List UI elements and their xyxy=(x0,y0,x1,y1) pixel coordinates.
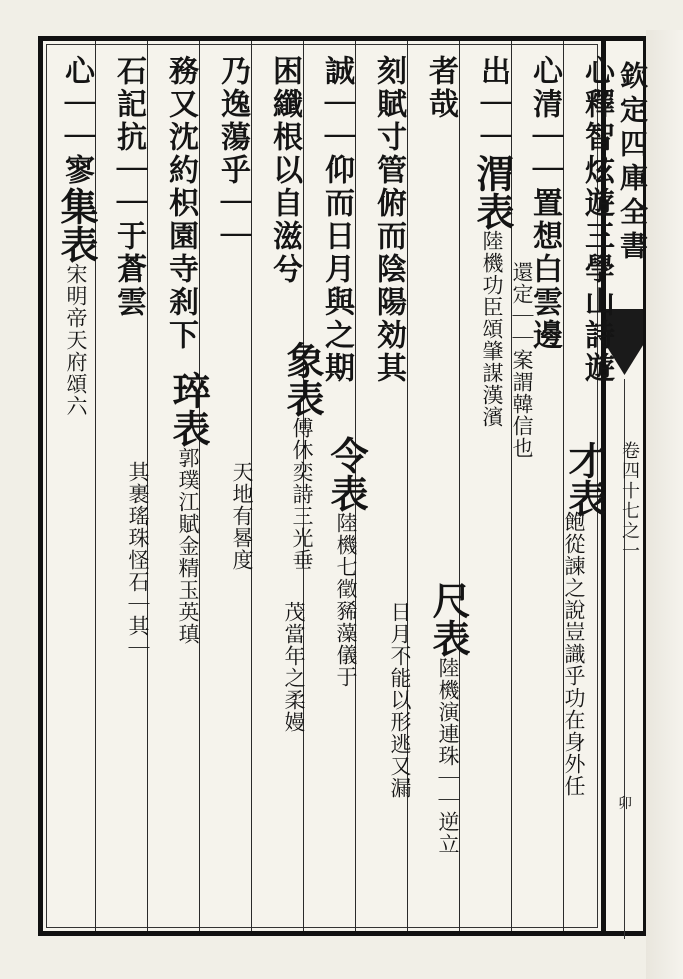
text-column xyxy=(219,461,265,571)
annotation: 陸機七徵豨藻儀于 xyxy=(334,512,358,688)
column-text: 心｜｜寥 xyxy=(59,55,94,187)
column-text: 出｜｜ xyxy=(475,55,510,154)
margin-mark: 卯 xyxy=(618,796,632,812)
column-text: 務又沈約枳園寺刹下 xyxy=(163,55,198,352)
annotation: 陸機功臣頌肇謀漢濱 xyxy=(480,230,504,428)
column-text: 困纖根以自滋兮 xyxy=(267,55,302,286)
text-column xyxy=(323,436,369,688)
column-text: 刻賦寸管俯而陰陽効其 xyxy=(371,55,406,385)
text-column xyxy=(529,501,575,526)
text-column xyxy=(365,55,411,385)
annotation: 飽從諫之說豈識乎功在身外任 xyxy=(562,511,586,797)
column-text: 誠｜｜仰而日月與之期 xyxy=(319,55,354,385)
volume-label: 卷四十七之一 xyxy=(619,441,640,561)
column-text: 乃逸蕩乎｜｜ xyxy=(215,55,250,253)
entry-heading: 令表 xyxy=(324,436,369,512)
text-column xyxy=(313,55,359,385)
text-column xyxy=(573,55,619,385)
entry-heading: 才表 xyxy=(562,441,607,517)
text-column xyxy=(499,261,545,459)
entry-heading: 集表 xyxy=(54,187,99,263)
column-text: 者哉 xyxy=(423,55,458,121)
text-column xyxy=(279,341,325,571)
column-text: 心釋智炫遊三學山詩遊 xyxy=(579,55,614,385)
text-column xyxy=(165,371,211,645)
text-column xyxy=(377,601,423,799)
text-column xyxy=(209,55,255,253)
annotation: 宋明帝天府頌六 xyxy=(64,263,88,417)
book-title: 欽定四庫全書 xyxy=(616,61,649,265)
annotation: 傅休奕詩三光垂 xyxy=(290,417,314,571)
text-column xyxy=(105,55,151,319)
entry-heading: 琗表 xyxy=(166,371,211,447)
entry-heading: 尺表 xyxy=(426,581,471,657)
column-text: 心清｜｜置想白雲邊 xyxy=(527,55,562,352)
text-column xyxy=(417,55,463,121)
annotation: 其裹瑤珠怪石｜其｜ xyxy=(126,461,150,659)
text-block-frame xyxy=(38,36,614,936)
entry-heading: 象表 xyxy=(280,341,325,417)
annotation: 還定｜｜案謂韓信也 xyxy=(510,261,534,459)
annotation: 日月不能以形逃又漏 xyxy=(388,601,412,799)
text-column xyxy=(157,55,203,352)
text-column xyxy=(115,461,161,659)
annotation: 郭璞江賦金精玉英瑱 xyxy=(176,447,200,645)
column-text: 石記抗｜｜于蒼雲 xyxy=(111,55,146,319)
text-column xyxy=(261,55,307,286)
text-column xyxy=(425,581,471,855)
text-column xyxy=(551,511,597,797)
text-column xyxy=(53,55,99,417)
annotation: 茂當年之柔嫚 xyxy=(282,601,306,733)
text-column xyxy=(271,601,317,733)
entry-heading: 渭表 xyxy=(470,154,515,230)
annotation: 陸機演連珠｜｜逆立 xyxy=(436,657,460,855)
annotation: 天地有晷度 xyxy=(230,461,254,571)
